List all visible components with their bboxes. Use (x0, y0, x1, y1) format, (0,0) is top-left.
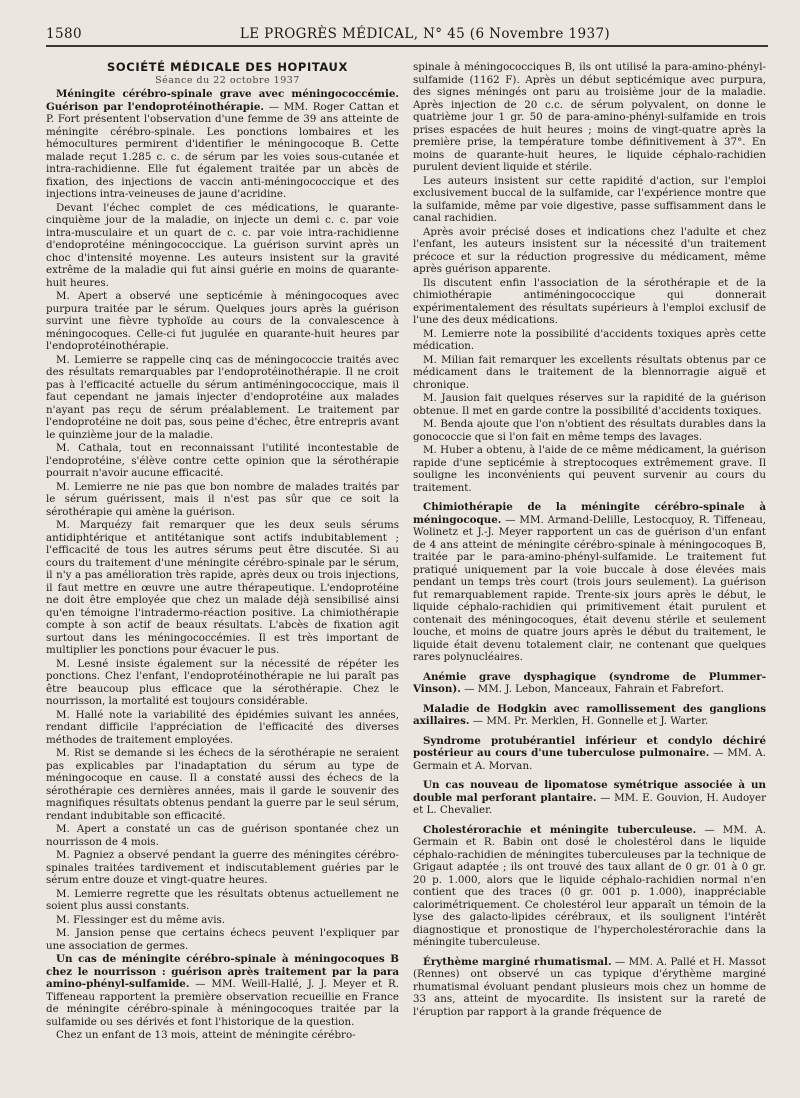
paragraph-text: M. Hallé note la variabilité des épidémies suivant les années, rendant difficile l'appréciation de l'efficacité des diverses méthodes de traitement employées. (46, 708, 399, 746)
paragraph-text: — MM. A. Pallé et H. Massot (Rennes) ont observé un cas typique d'érythème marginé rhumatismal évoluant pendant plusieurs mois chez un homme de 33 ans, atteint de myocardite. Ils insistent sur la rareté de l'éruption par rapport à la grande fréquence de (413, 955, 766, 1018)
paragraph (46, 290, 399, 353)
paragraph (413, 61, 766, 174)
article-paragraph (413, 703, 766, 728)
paragraph-text: M. Lemierre ne nie pas que bon nombre de malades traités par le sérum guérissent, mais il n'est pas sûr que ce soit la sérothérapie qui amène la guérison. (46, 480, 399, 518)
paragraph-text: M. Lemierre se rappelle cinq cas de méningococcie traités avec des résultats remarquables par l'endoprotéinothérapie. Il ne croit pas à l'efficacité actuelle du sérum antiméningococcique, mais il faut cependant ne jamais injecter d'endoprotéine aux malades n'ayant pas reçu de sérum préalablement. Le traitement par l'endoprotéine ne doit pas, sous peine d'échec, être entrepris avant le quinzième jour de la maladie. (46, 353, 399, 441)
article-title: Anémie grave dysphagique (syndrome de Plummer-Vinson). (413, 670, 766, 695)
article-title: Maladie de Hodgkin avec ramollissement des ganglions axillaires. (413, 702, 766, 727)
article-title: Méningite cérébro-spinale grave avec méningococcémie. Guérison par l'endoprotéinothérapie. (46, 88, 399, 113)
article-paragraph (413, 956, 766, 1019)
paragraph-text: Les auteurs insistent sur cette rapidité d'action, sur l'emploi exclusivement buccal de la sulfamide, car l'expérience montre que la sulfamide, même par voie digestive, passe suffisamment dans le canal rachidien. (413, 174, 766, 224)
paragraph (413, 418, 766, 443)
paragraph (46, 927, 399, 952)
article-title: Syndrome protubérantiel inférieur et condylo déchiré postérieur au cours d'une tuberculose pulmonaire. (413, 734, 766, 759)
paragraph (413, 328, 766, 353)
article-paragraph (413, 501, 766, 664)
right-column (413, 61, 766, 1043)
text-columns (46, 61, 768, 1043)
article-paragraph (413, 779, 766, 817)
paragraph-text: Après avoir précisé doses et indications chez l'adulte et chez l'enfant, les auteurs insistent sur la nécessité d'un traitement précoce et sur la réduction progressive du médicament, même après guérison apparente. (413, 225, 766, 275)
article-paragraph (413, 735, 766, 773)
paragraph (46, 354, 399, 442)
paragraph-text: M. Lesné insiste également sur la nécessité de répéter les ponctions. Chez l'enfant, l'endoprotéinothérapie ne lui paraît pas être beaucoup plus efficace que la sérothérapie. Chez le nourrisson, la mortalité est toujours considérable. (46, 657, 399, 707)
left-column (46, 61, 399, 1043)
paragraph-text: M. Jansion pense que certains échecs peuvent l'expliquer par une association de germes. (46, 927, 399, 952)
article-paragraph (46, 88, 399, 201)
paragraph-text: spinale à méningococciques B, ils ont utilisé la para-amino-phényl-sulfamide (1162 F). Après un début septicémique avec purpura, des signes méningés ont paru au troisième jour de la maladie. Après injection de 20 c.c. de sérum polyvalent, on donne le quatrième jour 1 gr. 50 de para-amino-phényl-sulfamide en trois prises espacées de huit heures ; moins de vingt-quatre après la première prise, la température tombe définitivement à 37°. En moins de quarante-huit heures, le liquide céphalo-rachidien purulent devient liquide et stérile. (413, 61, 766, 173)
paragraph-text: M. Marquézy fait remarquer que les deux seuls sérums antidiphtérique et antitétanique sont actifs indubitablement ; l'efficacité de tous les autres sérums peut être discutée. Si au cours du traitement d'une méningite cérébro-spinale par le sérum, il n'y a pas amélioration très rapide, après deux ou trois injections, il faut mettre en œuvre une autre thérapeutique. L'endoprotéine ne doit être employée que chez un malade déjà sensibilisé ainsi qu'en témoigne l'intradermo-réaction positive. La chimiothérapie compte à son actif de beaux résultats. L'abcès de fixation agit surtout dans les méningococcémies. Il est très important de multiplier les ponctions pour évacuer le pus. (46, 519, 399, 656)
paragraph (46, 519, 399, 657)
paragraph-text: — MM. A. Germain et A. Morvan. (413, 747, 766, 772)
paragraph (413, 277, 766, 327)
article-title: Cholestérorachie et méningite tuberculeuse. (423, 823, 697, 836)
paragraph-text: — MM. J. Lebon, Manceaux, Fahrain et Fabrefort. (464, 683, 724, 695)
article-paragraph (413, 824, 766, 949)
paragraph (46, 658, 399, 708)
article-title: Un cas de méningite cérébro-spinale à méningocoques B chez le nourrisson : guérison après traitement par la para amino-phényl-sulfamide. (46, 953, 399, 990)
paragraph (413, 226, 766, 276)
paragraph-text: M. Flessinger est du même avis. (56, 913, 226, 926)
article-title: Érythème marginé rhumatismal. (423, 955, 612, 968)
paragraph (46, 888, 399, 913)
paragraph-text: — MM. Armand-Delille, Lestocquoy, R. Tiffeneau, Wolinetz et J.-J. Meyer rapportent un cas de guérison d'un enfant de 4 ans atteint de méningite cérébro-spinale à méningocoques B, traitée par le para-amino-phényl-sulfamide. Le traitement fut pratiqué uniquement par la voie buccale à dose élevées mais pendant un temps très court (trois jours seulement). La guérison fut remarquablement rapide. Trente-six jours après le début, le liquide céphalo-rachidien qui primitivement était purulent et contenait des méningocoques, était devenu stérile et seulement louche, et moins de quatre jours après le début du traitement, le liquide était devenu totalement clair, ne contenant que quelques rares polynucléaires. (413, 513, 766, 663)
paragraph (46, 709, 399, 747)
page-number: 1580 (46, 26, 82, 42)
article-paragraph (46, 953, 399, 1028)
paragraph-text: M. Lemierre note la possibilité d'accidents toxiques après cette médication. (413, 327, 766, 352)
paragraph-text: — MM. A. Germain et R. Babin ont dosé le cholestérol dans le liquide céphalo-rachidien de méningites tuberculeuses par la technique de Grigaut adaptée ; ils ont trouvé des taux allant de 0 gr. 01 à 0 gr. 20 p. 1.000, alors que le liquide céphalo-rachidien normal n'en contient que des traces (0 gr. 001 p. 1.000), inappréciable calorimétriquement. Ce cholestérol leur apparaît un témoin de la lyse des galacto-lipides cérébraux, et ils soulignent l'intérêt diagnostique et pronostique de l'hypercholestérorachie dans la méningite tuberculeuse. (413, 823, 766, 948)
paragraph-text: M. Milian fait remarquer les excellents résultats obtenus par ce médicament dans le traitement de la blennorragie aiguë et chronique. (413, 353, 766, 391)
paragraph-text: M. Pagniez a observé pendant la guerre des méningites cérébro-spinales traitées tardivement et indiscutablement guéries par le sérum entre douze et vingt-quatre heures. (46, 849, 399, 886)
paragraph (46, 442, 399, 480)
paragraph-text: M. Apert a observé une septicémie à méningocoques avec purpura traitée par le sérum. Quelques jours après la guérison survint une fièvre typhoïde au cours de la convalescence à méningocoques. Celle-ci fut jugulée en quarante-huit heures par l'endoprotéinothérapie. (46, 290, 399, 352)
paragraph-text: Chez un enfant de 13 mois, atteint de méningite cérébro- (56, 1029, 356, 1041)
session-date: Séance du 22 octobre 1937 (155, 74, 300, 86)
paragraph-text: Devant l'échec complet de ces médications, le quarante-cinquième jour de la maladie, on injecte un demi c. c. par voie intra-musculaire et un quart de c. c. par voie intra-rachidienne d'endoprotéine méningococcique. La guérison survint après un choc d'intensité moyenne. Les auteurs insistent sur la gravité extrême de la maladie qui fut ainsi guérie en moins de quarante-huit heures. (46, 201, 399, 289)
paragraph (413, 175, 766, 225)
article-title: Chimiothérapie de la méningite cérébro-spinale à méningocoque. (413, 501, 766, 526)
paragraph-text: — MM. Roger Cattan et P. Fort présentent l'observation d'une femme de 39 ans atteinte de méningite cérébro-spinale. Les ponctions lombaires et les hémocultures permirent d'identifier le méningocoque B. Cette malade reçut 1.285 c. c. de sérum par les voies sous-cutanée et intra-rachidienne. Elle fut également traitée par un abcès de fixation, des injections de vaccin anti-méningococcique et des injections intra-veineuses de jaune d'acridine. (46, 100, 399, 200)
paragraph-text: M. Jausion fait quelques réserves sur la rapidité de la guérison obtenue. Il met en garde contre la possibilité d'accidents toxiques. (413, 392, 766, 417)
journal-title: LE PROGRÈS MÉDICAL, N° 45 (6 Novembre 1937) (239, 26, 611, 42)
paragraph (46, 849, 399, 887)
paragraph (46, 481, 399, 519)
paragraph (46, 914, 399, 927)
article-title: Un cas nouveau de lipomatose symétrique associée à un double mal perforant plantaire. (413, 779, 766, 804)
paragraph-text: — MM. Weill-Hallé, J. J. Meyer et R. Tiffeneau rapportent la première observation recueillie en France de méningite cérébro-spinale à méningocoques traitée par la sulfamide ou ses dérivés et font l'historique de la question. (46, 978, 399, 1028)
paragraph (413, 444, 766, 494)
paragraph-text: M. Cathala, tout en reconnaissant l'utilité incontestable de l'endoprotéine, s'élève contre cette opinion que la sérothérapie pourrait n'avoir aucune efficacité. (46, 442, 399, 479)
paragraph (46, 747, 399, 822)
paragraph-text: — MM. Pr. Merklen, H. Gonnelle et J. Warter. (472, 715, 709, 727)
paragraph (413, 354, 766, 392)
paragraph (46, 823, 399, 848)
paragraph-text: M. Apert a constaté un cas de guérison spontanée chez un nourrisson de 4 mois. (46, 823, 399, 848)
article-paragraph (413, 671, 766, 696)
paragraph-text: M. Lemierre regrette que les résultats obtenus actuellement ne soient plus aussi constants. (46, 887, 399, 912)
paragraph (413, 392, 766, 417)
paragraph-text: M. Huber a obtenu, à l'aide de ce même médicament, la guérison rapide d'une septicémie à streptocoques extrêmement grave. Il souligne les inconvénients qui peuvent survenir au cours du traitement. (413, 444, 766, 494)
paragraph-text: Ils discutent enfin l'association de la sérothérapie et de la chimiothérapie antiméningococcique qui donnerait expérimentalement des résultats supérieurs à l'emploi exclusif de l'une des deux médications. (413, 276, 766, 326)
paragraph (46, 202, 399, 290)
paragraph-text: M. Rist se demande si les échecs de la sérothérapie ne seraient pas explicables par l'inadaptation du sérum au type de méningocoque en cause. Il a constaté aussi des échecs de la sérothérapie ces dernières années, mais il garde le souvenir des magnifiques résultats obtenus pendant la guerre par le seul sérum, rendant indubitable son efficacité. (46, 747, 399, 822)
paragraph-text: — MM. E. Gouvion, H. Audoyer et L. Chevalier. (413, 791, 767, 816)
running-head (46, 26, 768, 47)
section-title: SOCIÉTÉ MÉDICALE DES HOPITAUX (107, 60, 348, 74)
paragraph-text: M. Benda ajoute que l'on n'obtient des résultats durables dans la gonococcie que si l'on fait en même temps des lavages. (413, 418, 766, 443)
paragraph (46, 1029, 399, 1042)
